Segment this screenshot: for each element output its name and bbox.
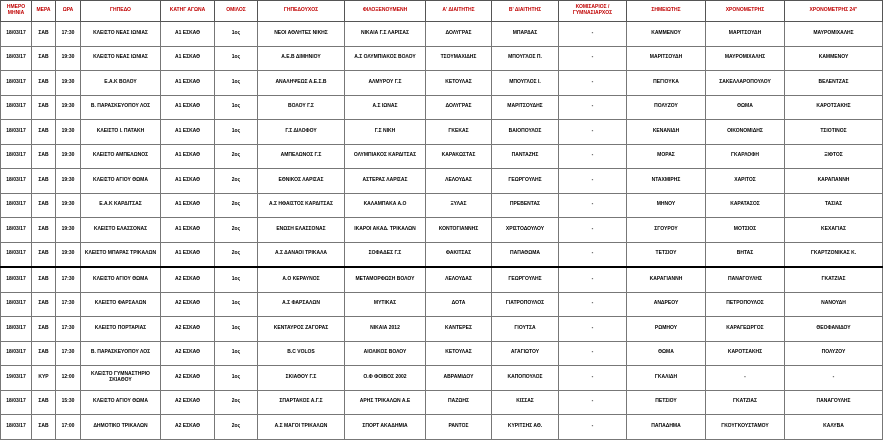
cell-day: ΣΑΒ	[32, 267, 56, 292]
cell-referee-a: ΤΣΟΥΜΑΧΙΔΗΣ	[426, 46, 492, 71]
cell-time: 19:30	[56, 242, 81, 267]
table-row	[1, 267, 883, 292]
cell-scorer: ΡΩΜΗΟΥ	[627, 317, 706, 342]
cell-day: ΣΑΒ	[32, 317, 56, 342]
cell-commissioner: -	[559, 317, 627, 342]
cell-referee-b: ΓΕΩΡΓΟΥΛΗΣ	[492, 267, 559, 292]
cell-category: Α2 ΕΣΚΑΘ	[161, 292, 215, 317]
cell-day: ΣΑΒ	[32, 144, 56, 169]
cell-commissioner: -	[559, 144, 627, 169]
cell-group: 1ος	[215, 120, 258, 145]
cell-timekeeper: ΚΑΡΑΓΕΩΡΓΟΣ	[706, 317, 785, 342]
cell-referee-b: ΧΡΙΣΤΟΔΟΥΛΟΥ	[492, 218, 559, 243]
header-venue: ΓΗΠΕΔΟ	[81, 1, 161, 22]
cell-timekeeper: ΟΙΚΟΝΟΜΙΔΗΣ	[706, 120, 785, 145]
cell-shot-clock-operator: ΜΑΥΡΟΜΙΧΑΛΗΣ	[785, 22, 883, 47]
cell-date: 19/03/17	[1, 366, 32, 391]
table-row	[1, 317, 883, 342]
cell-home-team: Γ.Σ ΔΙΛΟΦΟΥ	[258, 120, 345, 145]
cell-away-team: Ο.Φ ΦΟΙΒΟΣ 2002	[345, 366, 426, 391]
cell-commissioner: -	[559, 390, 627, 415]
cell-venue: ΚΛΕΙΣΤΟ ΑΓΙΟΥ ΘΩΜΑ	[81, 169, 161, 194]
cell-referee-a: ΔΟΤΑ	[426, 292, 492, 317]
cell-home-team: Α.Σ ΔΑΝΑΟΙ ΤΡΙΚΑΛΑ	[258, 242, 345, 267]
cell-home-team: Α.Ο ΚΕΡΑΥΝΟΣ	[258, 267, 345, 292]
cell-home-team: ΣΠΑΡΤΑΚΟΣ Α.Γ.Σ	[258, 390, 345, 415]
cell-day: ΣΑΒ	[32, 292, 56, 317]
cell-group: 1ος	[215, 341, 258, 366]
header-scorer: ΣΗΜΕΙΩΤΗΣ	[627, 1, 706, 22]
cell-day: ΚΥΡ	[32, 366, 56, 391]
cell-referee-a: ΓΚΕΚΑΣ	[426, 120, 492, 145]
cell-category: Α1 ΕΣΚΑΘ	[161, 218, 215, 243]
table-row	[1, 193, 883, 218]
cell-referee-b: ΠΡΕΒΕΝΤΑΣ	[492, 193, 559, 218]
cell-venue: Β. ΠΑΡΑΣΚΕΥΟΠΟΥ ΛΟΣ	[81, 95, 161, 120]
cell-group: 2ος	[215, 390, 258, 415]
header-row	[1, 1, 883, 22]
cell-referee-a: ΚΑΝΤΕΡΕΣ	[426, 317, 492, 342]
cell-referee-b: ΓΙΟΥΤΣΑ	[492, 317, 559, 342]
cell-group: 2ος	[215, 218, 258, 243]
cell-referee-b: ΜΑΡΙΤΣΟΥΔΗΣ	[492, 95, 559, 120]
cell-referee-b: ΠΑΠΑΘΩΜΑ	[492, 242, 559, 267]
cell-day: ΣΑΒ	[32, 169, 56, 194]
cell-away-team: Γ.Σ ΝΙΚΗ	[345, 120, 426, 145]
cell-shot-clock-operator: ΒΕΛΕΝΤΖΑΣ	[785, 71, 883, 96]
cell-shot-clock-operator: ΚΑΜΜΕΝΟΥ	[785, 46, 883, 71]
cell-day: ΣΑΒ	[32, 242, 56, 267]
cell-venue: ΚΛΕΙΣΤΟ ΑΓΙΟΥ ΘΩΜΑ	[81, 390, 161, 415]
header-referee-a: Α' ΔΙΑΙΤΗΤΗΣ	[426, 1, 492, 22]
cell-shot-clock-operator: ΤΣΙΟΤΙΝΟΣ	[785, 120, 883, 145]
cell-scorer: ΣΓΟΥΡΟΥ	[627, 218, 706, 243]
cell-shot-clock-operator: ΚΕΧΑΓΙΑΣ	[785, 218, 883, 243]
table-row	[1, 169, 883, 194]
cell-commissioner: -	[559, 415, 627, 440]
cell-group: 1ος	[215, 22, 258, 47]
cell-timekeeper: -	[706, 366, 785, 391]
cell-date: 18/03/17	[1, 169, 32, 194]
header-timekeeper: ΧΡΟΝΟΜΕΤΡΗΣ	[706, 1, 785, 22]
cell-time: 19:30	[56, 218, 81, 243]
header-home-team: ΓΗΠΕΔΟΥΧΟΣ	[258, 1, 345, 22]
cell-day: ΣΑΒ	[32, 193, 56, 218]
cell-date: 18/03/17	[1, 341, 32, 366]
cell-home-team: ΝΕΟΙ ΑΘΛΗΤΕΣ ΝΙΚΗΣ	[258, 22, 345, 47]
cell-timekeeper: ΠΕΤΡΟΠΟΥΛΟΣ	[706, 292, 785, 317]
cell-day: ΣΑΒ	[32, 218, 56, 243]
cell-scorer: ΜΑΡΙΤΣΟΥΔΗ	[627, 46, 706, 71]
table-row	[1, 46, 883, 71]
cell-away-team: ΜΥΤΙΚΑΣ	[345, 292, 426, 317]
cell-away-team: Α.Σ ΟΛΥΜΠΙΑΚΟΣ ΒΟΛΟΥ	[345, 46, 426, 71]
cell-scorer: ΜΟΡΑΣ	[627, 144, 706, 169]
cell-away-team: ΚΑΛΑΜΠΑΚΑ Α.Ο	[345, 193, 426, 218]
cell-referee-b: ΜΠΑΡΔΑΣ	[492, 22, 559, 47]
cell-home-team: ΚΕΝΤΑΥΡΟΣ ΖΑΓΟΡΑΣ	[258, 317, 345, 342]
cell-date: 18/03/17	[1, 71, 32, 96]
table-row	[1, 120, 883, 145]
cell-referee-b: ΓΕΩΡΓΟΥΛΗΣ	[492, 169, 559, 194]
cell-timekeeper: ΓΚΟΥΓΚΟΥΣΤΑΜΟΥ	[706, 415, 785, 440]
cell-referee-a: ΚΕΤΟΥΛΑΣ	[426, 71, 492, 96]
cell-referee-a: ΚΑΡΑΚΩΣΤΑΣ	[426, 144, 492, 169]
cell-referee-b: ΚΥΡΙΤΣΗΣ ΑΘ.	[492, 415, 559, 440]
cell-scorer: ΓΚΑΛΙΔΗ	[627, 366, 706, 391]
cell-shot-clock-operator: ΘΕΟΦΑΝΙΔΟΥ	[785, 317, 883, 342]
header-shot-clock-operator: ΧΡΟΝΟΜΕΤΡΗΣ 24"	[785, 1, 883, 22]
cell-away-team: Α.Σ ΙΩΝΑΣ	[345, 95, 426, 120]
cell-shot-clock-operator: ΓΚΑΡΤΖΟΝΙΚΑΣ Κ.	[785, 242, 883, 267]
cell-referee-b: ΠΑΝΤΑΖΗΣ	[492, 144, 559, 169]
cell-away-team: ΙΚΑΡΟΙ ΑΚΑΔ. ΤΡΙΚΑΛΩΝ	[345, 218, 426, 243]
cell-timekeeper: ΣΑΚΕΛΛΑΡΟΠΟΥΛΟΥ	[706, 71, 785, 96]
cell-scorer: ΠΟΛΥΖΟΥ	[627, 95, 706, 120]
cell-shot-clock-operator: ΠΑΝΑΓΟΥΛΗΣ	[785, 390, 883, 415]
cell-time: 19:30	[56, 46, 81, 71]
cell-date: 18/03/17	[1, 120, 32, 145]
cell-venue: ΚΛΕΙΣΤΟ ΕΛΑΣΣΟΝΑΣ	[81, 218, 161, 243]
cell-date: 18/03/17	[1, 292, 32, 317]
cell-away-team: ΑΣΤΕΡΑΣ ΛΑΡΙΣΑΣ	[345, 169, 426, 194]
cell-venue: Ε.Α.Κ ΚΑΡΔΙΤΣΑΣ	[81, 193, 161, 218]
cell-group: 2ος	[215, 144, 258, 169]
cell-away-team: ΟΛΥΜΠΙΑΚΟΣ ΚΑΡΔΙΤΣΑΣ	[345, 144, 426, 169]
table-row	[1, 71, 883, 96]
cell-referee-a: ΛΕΛΟΥΔΑΣ	[426, 267, 492, 292]
cell-referee-a: ΦΑΚΙΤΣΑΣ	[426, 242, 492, 267]
cell-date: 18/03/17	[1, 46, 32, 71]
cell-timekeeper: ΓΚΑΡΛΟΦΗ	[706, 144, 785, 169]
cell-commissioner: -	[559, 366, 627, 391]
cell-commissioner: -	[559, 120, 627, 145]
header-commissioner: ΚΟΜΙΣΑΡΙΟΣ / ΓΥΜΝΑΣΙΑΡΧΟΣ	[559, 1, 627, 22]
cell-commissioner: -	[559, 292, 627, 317]
cell-timekeeper: ΚΑΡΑΤΑΣΟΣ	[706, 193, 785, 218]
cell-referee-a: ΞΥΛΑΣ	[426, 193, 492, 218]
cell-timekeeper: ΧΑΡΙΤΟΣ	[706, 169, 785, 194]
cell-shot-clock-operator: ΞΙΦΤΟΣ	[785, 144, 883, 169]
table-row	[1, 366, 883, 391]
cell-scorer: ΑΝΔΡΕΟΥ	[627, 292, 706, 317]
cell-time: 17:30	[56, 341, 81, 366]
table-row	[1, 144, 883, 169]
cell-category: Α2 ΕΣΚΑΘ	[161, 341, 215, 366]
cell-day: ΣΑΒ	[32, 46, 56, 71]
cell-referee-b: ΜΠΟΥΓΛΟΣ Ι.	[492, 71, 559, 96]
cell-venue: ΚΛΕΙΣΤΟ ΝΕΑΣ ΙΩΝΙΑΣ	[81, 22, 161, 47]
cell-referee-a: ΚΕΤΟΥΛΑΣ	[426, 341, 492, 366]
cell-category: Α1 ΕΣΚΑΘ	[161, 193, 215, 218]
cell-category: Α1 ΕΣΚΑΘ	[161, 22, 215, 47]
table-row	[1, 390, 883, 415]
cell-scorer: ΠΕΓΙΟΥΚΑ	[627, 71, 706, 96]
cell-home-team: ΒΟΛΟΥ Γ.Σ	[258, 95, 345, 120]
cell-away-team: ΑΙΟΛΙΚΟΣ ΒΟΛΟΥ	[345, 341, 426, 366]
table-row	[1, 341, 883, 366]
cell-referee-b: ΑΓΑΓΙΩΤΟΥ	[492, 341, 559, 366]
cell-away-team: ΝΙΚΑΙΑ Γ.Σ ΛΑΡΙΣΑΣ	[345, 22, 426, 47]
cell-group: 1ος	[215, 95, 258, 120]
cell-scorer: ΘΩΜΑ	[627, 341, 706, 366]
table-row	[1, 242, 883, 267]
cell-away-team: ΝΙΚΑΙΑ 2012	[345, 317, 426, 342]
cell-group: 1ος	[215, 366, 258, 391]
cell-referee-a: ΔΟΛΥΓΡΑΣ	[426, 95, 492, 120]
cell-time: 15:30	[56, 390, 81, 415]
cell-venue: ΚΛΕΙΣΤΟ ΑΜΠΕΛΩΝΟΣ	[81, 144, 161, 169]
cell-away-team: ΑΡΗΣ ΤΡΙΚΑΛΩΝ Α.Ε	[345, 390, 426, 415]
cell-time: 19:30	[56, 120, 81, 145]
cell-date: 18/03/17	[1, 193, 32, 218]
cell-date: 18/03/17	[1, 317, 32, 342]
cell-timekeeper: ΒΗΤΑΣ	[706, 242, 785, 267]
cell-home-team: ΕΘΝΙΚΟΣ ΛΑΡΙΣΑΣ	[258, 169, 345, 194]
cell-timekeeper: ΜΑΡΙΤΣΟΥΔΗ	[706, 22, 785, 47]
table-row	[1, 292, 883, 317]
cell-timekeeper: ΠΑΝΑΓΟΥΛΗΣ	[706, 267, 785, 292]
cell-referee-a: ΛΕΛΟΥΔΑΣ	[426, 169, 492, 194]
cell-day: ΣΑΒ	[32, 390, 56, 415]
cell-scorer: ΜΗΝΟΥ	[627, 193, 706, 218]
cell-date: 18/03/17	[1, 22, 32, 47]
cell-time: 17:30	[56, 317, 81, 342]
cell-referee-a: ΚΟΝΤΟΓΙΑΝΝΗΣ	[426, 218, 492, 243]
cell-scorer: ΚΕΝΑΝΙΔΗ	[627, 120, 706, 145]
cell-shot-clock-operator: ΠΟΛΥΖΟΥ	[785, 341, 883, 366]
cell-day: ΣΑΒ	[32, 22, 56, 47]
cell-home-team: ΑΜΠΕΛΩΝΟΣ Γ.Σ	[258, 144, 345, 169]
cell-referee-b: ΜΠΟΥΓΛΟΣ Π.	[492, 46, 559, 71]
cell-time: 19:30	[56, 71, 81, 96]
cell-group: 1ος	[215, 46, 258, 71]
cell-commissioner: -	[559, 95, 627, 120]
cell-scorer: ΤΕΤΣΙΟΥ	[627, 242, 706, 267]
cell-time: 17:30	[56, 292, 81, 317]
cell-category: Α2 ΕΣΚΑΘ	[161, 390, 215, 415]
cell-commissioner: -	[559, 242, 627, 267]
cell-away-team: ΜΕΤΑΜΟΡΦΩΣΗ ΒΟΛΟΥ	[345, 267, 426, 292]
cell-away-team: ΣΠΟΡΤ ΑΚΑΔΗΜΙΑ	[345, 415, 426, 440]
cell-time: 12:00	[56, 366, 81, 391]
cell-category: Α1 ΕΣΚΑΘ	[161, 46, 215, 71]
cell-timekeeper: ΚΑΡΟΤΣΑΚΗΣ	[706, 341, 785, 366]
cell-category: Α2 ΕΣΚΑΘ	[161, 267, 215, 292]
cell-day: ΣΑΒ	[32, 341, 56, 366]
cell-day: ΣΑΒ	[32, 71, 56, 96]
cell-group: 1ος	[215, 71, 258, 96]
cell-referee-a: ΑΒΡΑΜΙΔΟΥ	[426, 366, 492, 391]
cell-time: 17:30	[56, 267, 81, 292]
cell-home-team: ΣΚΙΑΘΟΥ Γ.Σ	[258, 366, 345, 391]
cell-category: Α1 ΕΣΚΑΘ	[161, 144, 215, 169]
cell-group: 1ος	[215, 267, 258, 292]
cell-referee-b: ΓΙΑΤΡΟΠΟΥΛΟΣ	[492, 292, 559, 317]
cell-home-team: Α.Ε.Β ΔΙΜΗΝΙΟΥ	[258, 46, 345, 71]
header-date: ΗΜΕΡΟ ΜΗΝΙΑ	[1, 1, 32, 22]
table-row	[1, 22, 883, 47]
cell-shot-clock-operator: ΓΚΑΤΖΙΑΣ	[785, 267, 883, 292]
cell-away-team: ΣΟΦΑΔΕΣ Γ.Σ	[345, 242, 426, 267]
cell-scorer: ΚΑΜΜΕΝΟΥ	[627, 22, 706, 47]
cell-venue: ΚΛΕΙΣΤΟ ΑΓΙΟΥ ΘΩΜΑ	[81, 267, 161, 292]
cell-group: 2ος	[215, 415, 258, 440]
header-away-team: ΦΙΛΟΞΕΝΟΥΜΕΝΗ	[345, 1, 426, 22]
cell-referee-b: ΚΑΠΟΠΟΥΛΟΣ	[492, 366, 559, 391]
cell-home-team: ΑΝΑΛΗΨΕΩΣ Α.Ε.Σ.Β	[258, 71, 345, 96]
cell-group: 2ος	[215, 242, 258, 267]
cell-day: ΣΑΒ	[32, 415, 56, 440]
cell-scorer: ΝΤΑΧΜΙΡΗΣ	[627, 169, 706, 194]
cell-group: 1ος	[215, 292, 258, 317]
cell-referee-b: ΚΙΣΣΑΣ	[492, 390, 559, 415]
cell-commissioner: -	[559, 341, 627, 366]
cell-date: 18/03/17	[1, 415, 32, 440]
cell-venue: Ε.Α.Κ ΒΟΛΟΥ	[81, 71, 161, 96]
cell-commissioner: -	[559, 71, 627, 96]
cell-commissioner: -	[559, 267, 627, 292]
cell-commissioner: -	[559, 193, 627, 218]
cell-commissioner: -	[559, 218, 627, 243]
cell-venue: Β. ΠΑΡΑΣΚΕΥΟΠΟΥ ΛΟΣ	[81, 341, 161, 366]
cell-commissioner: -	[559, 169, 627, 194]
cell-category: Α2 ΕΣΚΑΘ	[161, 366, 215, 391]
cell-shot-clock-operator: ΚΑΡΑΠΑΝΝΗ	[785, 169, 883, 194]
cell-scorer: ΚΑΡΑΓΙΑΝΝΗ	[627, 267, 706, 292]
cell-venue: ΚΛΕΙΣΤΟ ΓΥΜΝΑΣΤΗΡΙΟ ΣΚΙΑΘΟΥ	[81, 366, 161, 391]
cell-timekeeper: ΜΟΤΣΙΟΣ	[706, 218, 785, 243]
cell-referee-b: ΒΑΙΟΠΟΥΛΟΣ	[492, 120, 559, 145]
cell-day: ΣΑΒ	[32, 120, 56, 145]
cell-time: 19:30	[56, 169, 81, 194]
cell-group: 2ος	[215, 169, 258, 194]
cell-time: 19:30	[56, 193, 81, 218]
cell-scorer: ΠΑΠΑΔΗΜΑ	[627, 415, 706, 440]
cell-shot-clock-operator: -	[785, 366, 883, 391]
cell-venue: ΚΛΕΙΣΤΟ ΝΕΑΣ ΙΩΝΙΑΣ	[81, 46, 161, 71]
cell-home-team: Β.C VOLOS	[258, 341, 345, 366]
cell-group: 1ος	[215, 317, 258, 342]
cell-commissioner: -	[559, 22, 627, 47]
cell-home-team: Α.Σ ΗΦΑΙΣΤΟΣ ΚΑΡΔΙΤΣΑΣ	[258, 193, 345, 218]
cell-venue: ΚΛΕΙΣΤΟ ΜΠΑΡΑΣ ΤΡΙΚΑΛΩΝ	[81, 242, 161, 267]
cell-category: Α1 ΕΣΚΑΘ	[161, 95, 215, 120]
cell-venue: ΚΛΕΙΣΤΟ ΠΟΡΤΑΡΙΑΣ	[81, 317, 161, 342]
cell-time: 19:30	[56, 144, 81, 169]
cell-venue: ΚΛΕΙΣΤΟ ΦΑΡΣΑΛΩΝ	[81, 292, 161, 317]
table-row	[1, 415, 883, 440]
header-day: ΜΕΡΑ	[32, 1, 56, 22]
cell-date: 18/03/17	[1, 144, 32, 169]
cell-day: ΣΑΒ	[32, 95, 56, 120]
cell-category: Α1 ΕΣΚΑΘ	[161, 71, 215, 96]
cell-date: 18/03/17	[1, 242, 32, 267]
cell-referee-a: ΠΑΖΩΗΣ	[426, 390, 492, 415]
cell-home-team: ΕΝΩΣΗ ΕΛΑΣΣΟΝΑΣ	[258, 218, 345, 243]
cell-timekeeper: ΜΑΥΡΟΜΙΧΑΛΗΣ	[706, 46, 785, 71]
cell-timekeeper: ΘΩΜΑ	[706, 95, 785, 120]
cell-category: Α2 ΕΣΚΑΘ	[161, 317, 215, 342]
cell-group: 2ος	[215, 193, 258, 218]
cell-away-team: ΑΛΜΥΡΟΥ Γ.Σ	[345, 71, 426, 96]
cell-scorer: ΠΕΤΣΙΟΥ	[627, 390, 706, 415]
cell-category: Α1 ΕΣΚΑΘ	[161, 169, 215, 194]
header-group: ΟΜΙΛΟΣ	[215, 1, 258, 22]
header-category: ΚΑΤΗΓ ΑΓΩΝΑ	[161, 1, 215, 22]
cell-category: Α1 ΕΣΚΑΘ	[161, 242, 215, 267]
cell-date: 18/03/17	[1, 267, 32, 292]
cell-commissioner: -	[559, 46, 627, 71]
cell-timekeeper: ΓΚΑΤΖΙΑΣ	[706, 390, 785, 415]
header-referee-b: Β' ΔΙΑΙΤΗΤΗΣ	[492, 1, 559, 22]
header-time: ΩΡΑ	[56, 1, 81, 22]
cell-shot-clock-operator: ΚΑΛΥΒΑ	[785, 415, 883, 440]
cell-date: 18/03/17	[1, 218, 32, 243]
cell-time: 19:30	[56, 95, 81, 120]
cell-date: 18/03/17	[1, 390, 32, 415]
table-row	[1, 218, 883, 243]
table-row	[1, 95, 883, 120]
cell-shot-clock-operator: ΝΑΝΟΥΔΗ	[785, 292, 883, 317]
cell-shot-clock-operator: ΚΑΡΟΤΣΑΚΗΣ	[785, 95, 883, 120]
cell-time: 17:00	[56, 415, 81, 440]
cell-category: Α1 ΕΣΚΑΘ	[161, 120, 215, 145]
cell-category: Α2 ΕΣΚΑΘ	[161, 415, 215, 440]
cell-venue: ΚΛΕΙΣΤΟ Ι. ΠΑΤΑΚΗ	[81, 120, 161, 145]
cell-referee-a: ΡΑΝΤΟΣ	[426, 415, 492, 440]
cell-home-team: Α.Σ ΦΑΡΣΑΛΩΝ	[258, 292, 345, 317]
cell-time: 17:30	[56, 22, 81, 47]
cell-venue: ΔΗΜΟΤΙΚΟ ΤΡΙΚΑΛΩΝ	[81, 415, 161, 440]
cell-referee-a: ΔΟΛΥΓΡΑΣ	[426, 22, 492, 47]
cell-home-team: Α.Σ ΜΑΓΟΙ ΤΡΙΚΑΛΩΝ	[258, 415, 345, 440]
cell-date: 18/03/17	[1, 95, 32, 120]
cell-shot-clock-operator: ΤΑΣΙΑΣ	[785, 193, 883, 218]
